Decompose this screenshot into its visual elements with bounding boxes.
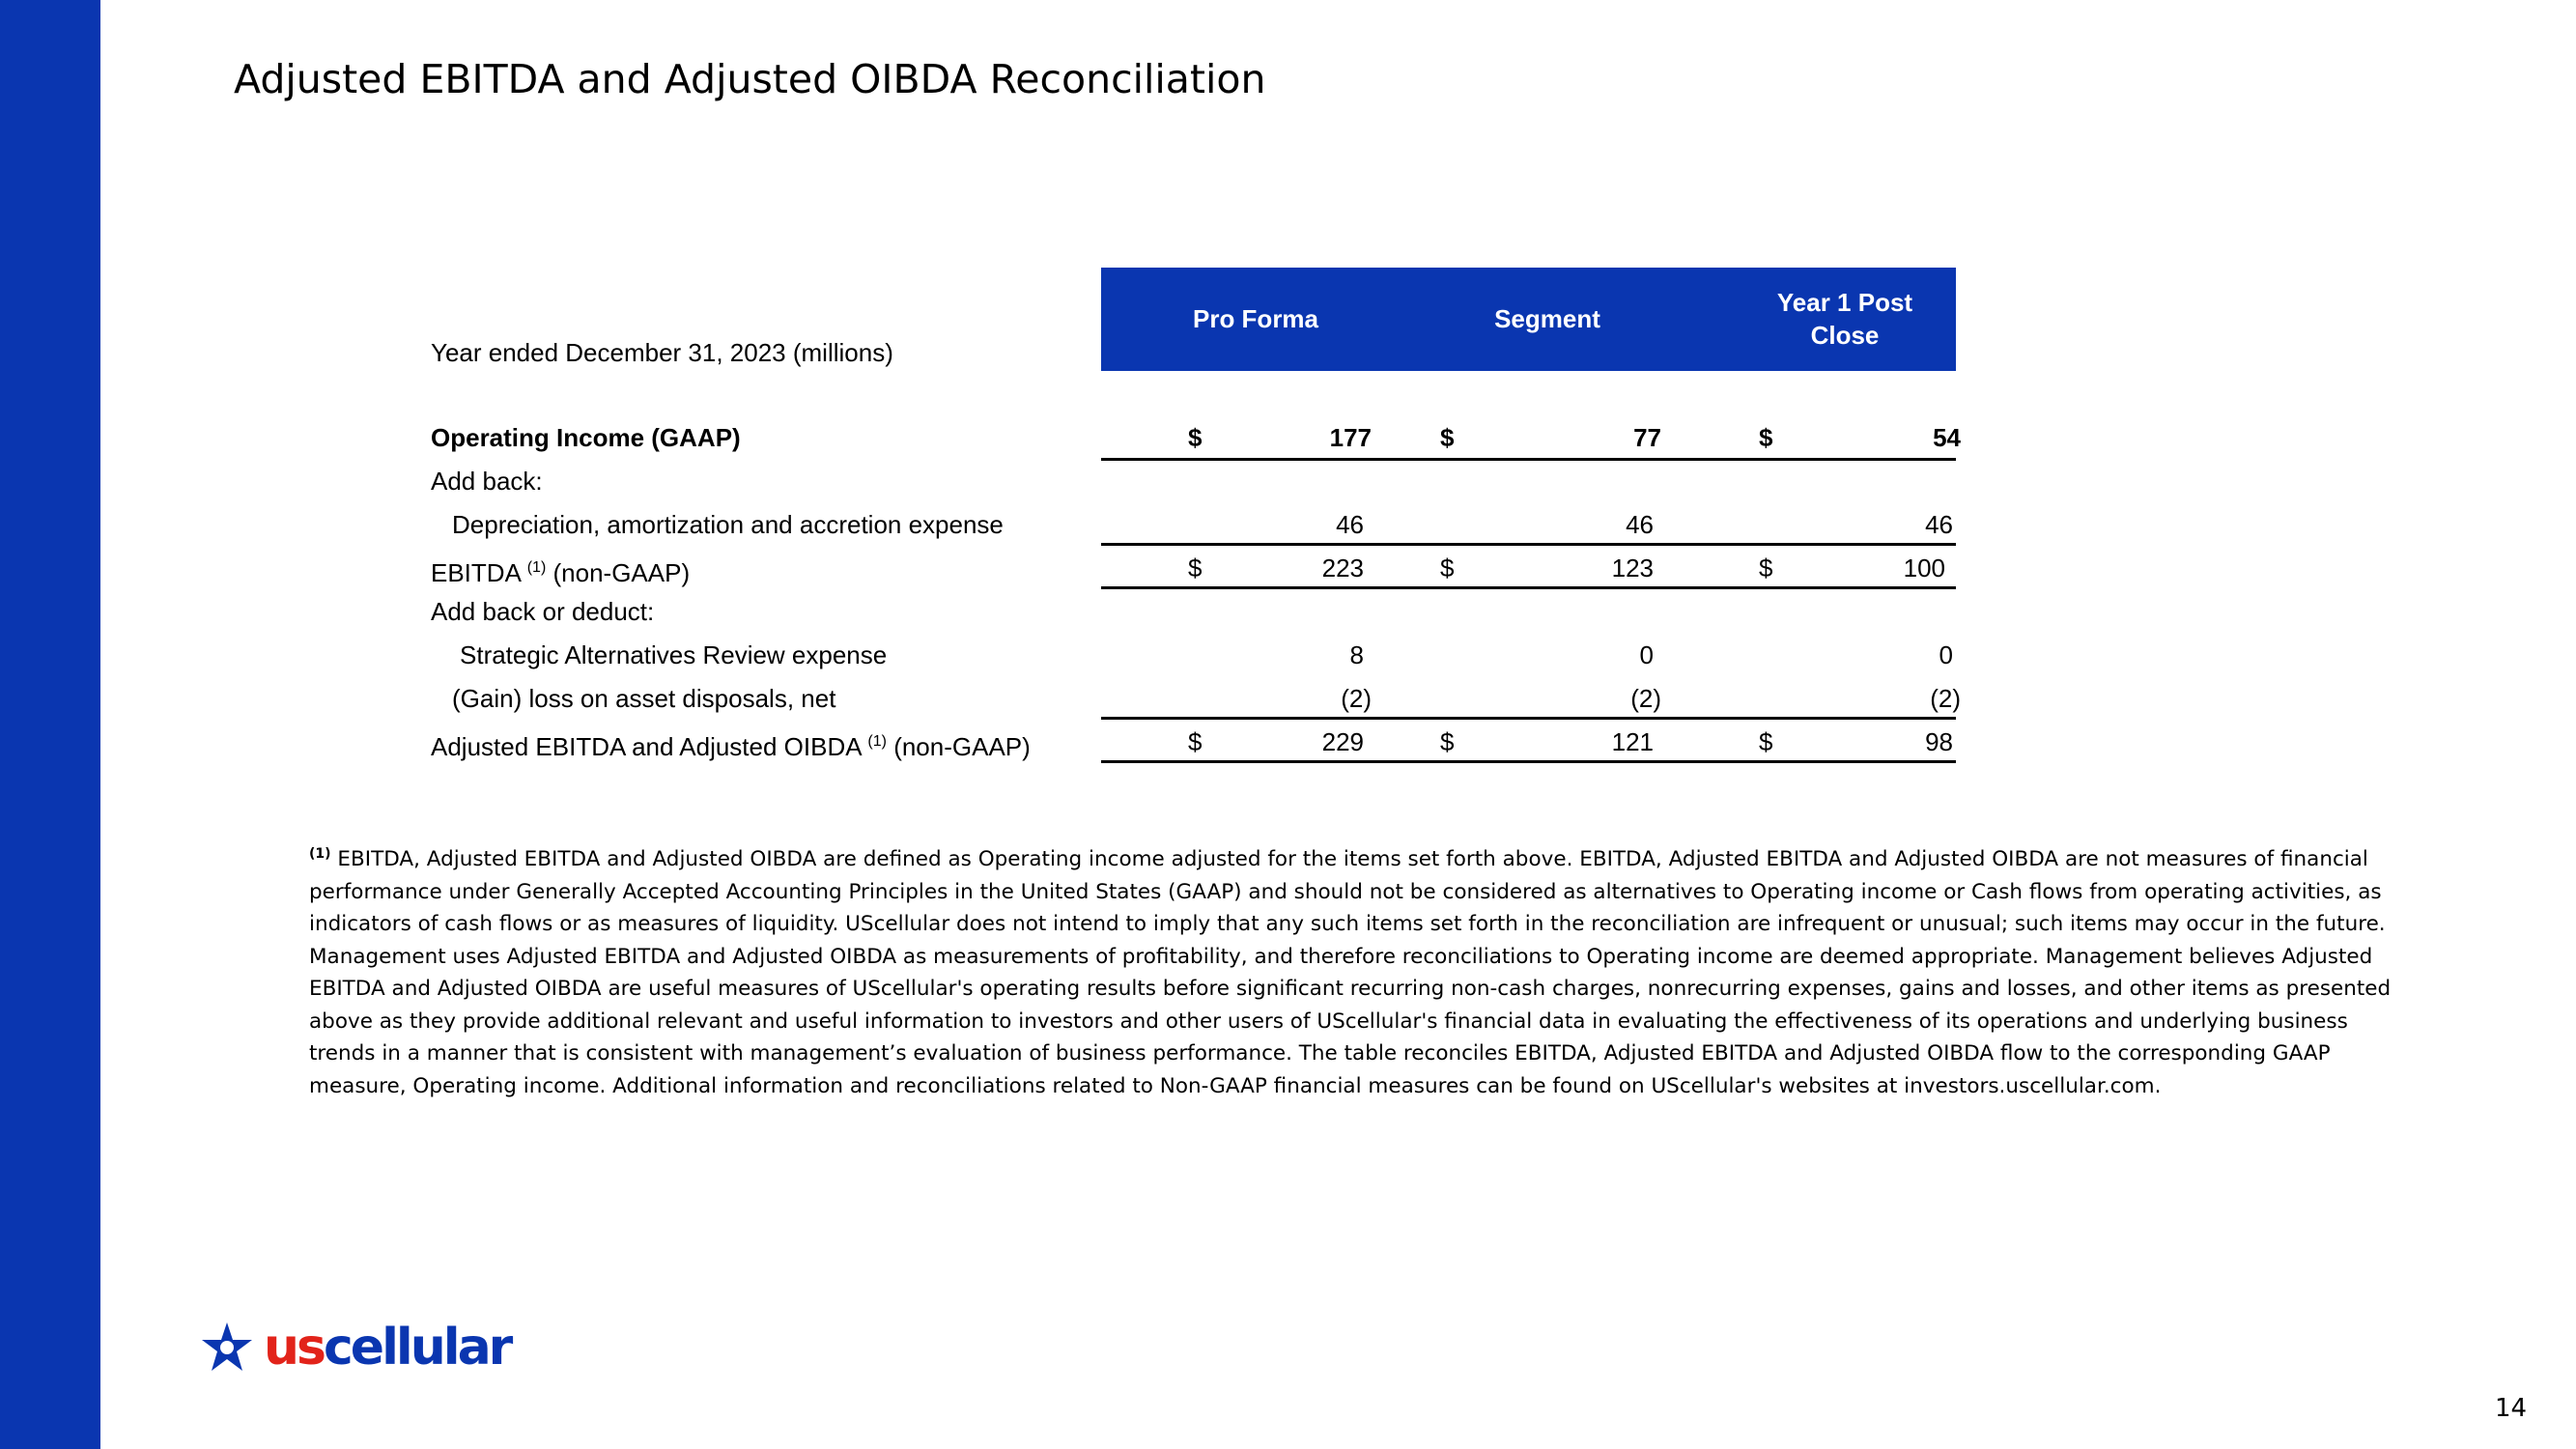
value-cell: 46 [1626, 510, 1654, 539]
page-title: Adjusted EBITDA and Adjusted OIBDA Reconciliation [234, 56, 1266, 102]
value-cell: 46 [1925, 510, 1953, 539]
column-header-segment: Segment [1494, 304, 1600, 333]
footnote-marker: (1) [309, 846, 331, 862]
adjusted-ebitda-label: Adjusted EBITDA and Adjusted OIBDA [431, 732, 862, 761]
currency-symbol: $ [1759, 554, 1773, 582]
period-label: Year ended December 31, 2023 (millions) [431, 338, 893, 367]
value-cell: 0 [1939, 640, 1953, 669]
row-label: Operating Income (GAAP) [431, 423, 741, 452]
currency-symbol: $ [1759, 423, 1773, 452]
column-header-year1-post-close [1758, 286, 1932, 352]
row-label [431, 549, 690, 592]
star-icon [198, 1321, 256, 1378]
rule-under-adjusted-ebitda [1101, 760, 1956, 763]
value-cell: 121 [1611, 727, 1654, 756]
footnote-marker: (1) [867, 733, 887, 750]
value-cell: 46 [1336, 510, 1364, 539]
column-header-pro-forma: Pro Forma [1192, 304, 1319, 333]
value-cell: 54 [1933, 423, 1961, 452]
value-cell: 0 [1639, 640, 1654, 669]
row-label: Add back: [431, 467, 543, 496]
rule-above-adjusted-ebitda [1101, 717, 1956, 720]
currency-symbol: $ [1440, 423, 1455, 452]
value-cell: 100 [1903, 554, 1945, 582]
rule-under-ebitda [1101, 586, 1956, 589]
value-cell: 98 [1925, 727, 1953, 756]
logo-prefix: us [264, 1319, 324, 1377]
value-cell: 123 [1611, 554, 1654, 582]
ebitda-label: EBITDA [431, 558, 521, 587]
column-header-year1-line1: Year 1 Post [1776, 288, 1913, 317]
value-cell: (2) [1930, 684, 1961, 713]
table-header [1101, 268, 1956, 371]
currency-symbol: $ [1188, 727, 1203, 756]
column-header-year1-line2: Close [1810, 321, 1880, 350]
value-cell: 177 [1329, 423, 1372, 452]
value-cell: (2) [1630, 684, 1661, 713]
page-number: 14 [2495, 1394, 2528, 1423]
non-gaap-suffix: (non-GAAP) [552, 558, 691, 587]
rule-above-ebitda [1101, 543, 1956, 546]
currency-symbol: $ [1440, 554, 1455, 582]
footnote [309, 838, 2415, 1102]
left-brand-bar [0, 0, 100, 1449]
value-cell: 8 [1349, 640, 1364, 669]
value-cell: 229 [1321, 727, 1364, 756]
currency-symbol: $ [1188, 423, 1203, 452]
logo-wordmark [264, 1319, 510, 1377]
currency-symbol: $ [1759, 727, 1773, 756]
value-cell: 223 [1321, 554, 1364, 582]
footnote-text: EBITDA, Adjusted EBITDA and Adjusted OIBDA are defined as Operating income adjusted for the items set forth above. EBITDA, Adjusted EBITDA and Adjusted OIBDA are not measures of financial performance under Generally Accepted Accounting Principles in the United States (GAAP) and should not be considered as alternatives to Operating income or Cash flows from operating activities, as indicators of cash flows or as measures of liquidity. UScellular does not intend to imply that any such items set forth in the reconciliation are infrequent or unusual; such items may occur in the future. Management uses Adjusted EBITDA and Adjusted OIBDA as measurements of profitability, and therefore reconciliations to Operating income are deemed appropriate. Management believes Adjusted EBITDA and Adjusted OIBDA are useful measures of UScellular's operating results before significant recurring non-cash charges, nonrecurring expenses, gains and losses, and other items as presented above as they provide additional relevant and useful information to investors and other users of UScellular's financial data in evaluating the effectiveness of its operations and underlying business trends in a manner that is consistent with management’s evaluation of business performance. The table reconciles EBITDA, Adjusted EBITDA and Adjusted OIBDA flow to the corresponding GAAP measure, Operating income. Additional information and reconciliations related to Non-GAAP financial measures can be found on UScellular's websites at investors.uscellular.com. [309, 847, 2392, 1098]
row-label: Depreciation, amortization and accretion expense [452, 510, 1004, 539]
currency-symbol: $ [1188, 554, 1203, 582]
value-cell: (2) [1341, 684, 1372, 713]
row-label [431, 723, 1031, 766]
row-label: Add back or deduct: [431, 597, 655, 626]
non-gaap-suffix: (non-GAAP) [893, 732, 1031, 761]
footnote-marker: (1) [526, 559, 547, 576]
value-cell: 77 [1633, 423, 1661, 452]
rule-under-operating-income [1101, 458, 1956, 461]
row-label: Strategic Alternatives Review expense [460, 640, 888, 669]
row-label: (Gain) loss on asset disposals, net [452, 684, 836, 713]
currency-symbol: $ [1440, 727, 1455, 756]
logo-suffix: cellular [323, 1319, 511, 1377]
